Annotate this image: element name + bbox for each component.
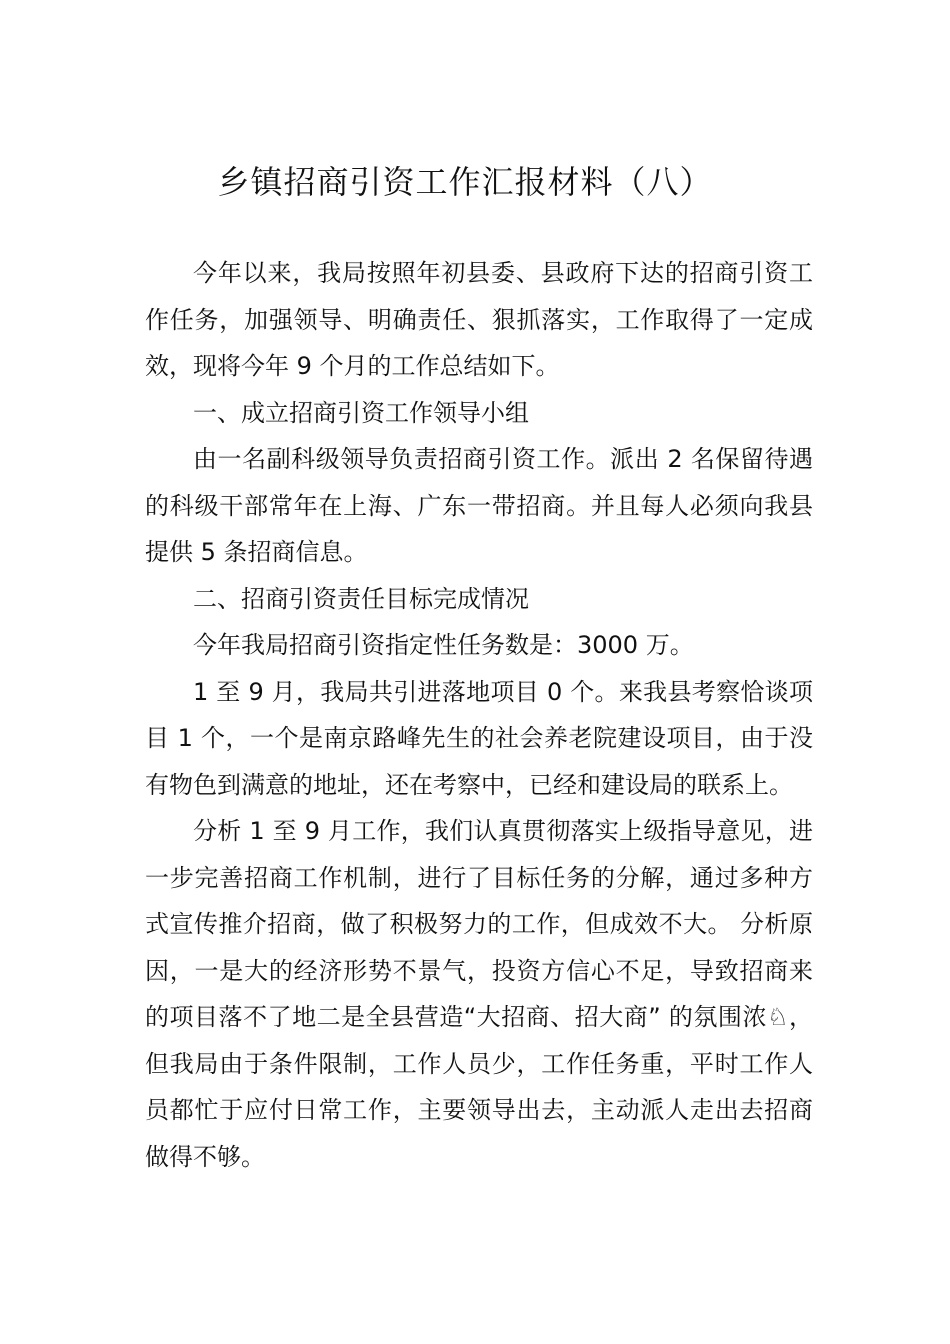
section-heading-1: 一、成立招商引资工作领导小组 [193, 398, 529, 427]
document-body [145, 250, 813, 1180]
section-heading-2: 二、招商引资责任目标完成情况 [193, 584, 529, 613]
document-title: 乡镇招商引资工作汇报材料（八） [217, 163, 713, 201]
paragraph-projects: 1 至 9 月，我局共引进落地项目 0 个。来我县考察恰谈项目 1 个，一个是南京路峰先生的社会养老院建设项目，由于没有物色到满意的地址，还在考察中，已经和建设局的联系上。 [145, 677, 813, 799]
paragraph-leadership: 由一名副科级领导负责招商引资工作。派出 2 名保留待遇的科级干部常年在上海、广东一带招商。并且每人必须向我县提供 5 条招商信息。 [145, 445, 813, 566]
paragraph-intro: 今年以来，我局按照年初县委、县政府下达的招商引资工作任务，加强领导、明确责任、狠抓落实，工作取得了一定成效，现将今年 9 个月的工作总结如下。 [145, 259, 813, 380]
paragraph-target: 今年我局招商引资指定性任务数是：3000 万。 [193, 631, 694, 659]
paragraph-analysis: 分析 1 至 9 月工作，我们认真贯彻落实上级指导意见，进一步完善招商工作机制，进行了目标任务的分解，通过多种方式宣传推介招商，做了积极努力的工作，但成效不大。 分析原因，一是大的经济形势不景气，投资方信心不足，导致招商来的项目落不了地二是全县营造“大招商、招大商” 的氛围浓♘，但我局由于条件限制，工作人员少，工作任务重，平时工作人员都忙于应付日常工作，主要领导出去，主动派人走出去招商做得不够。 [145, 817, 813, 1171]
